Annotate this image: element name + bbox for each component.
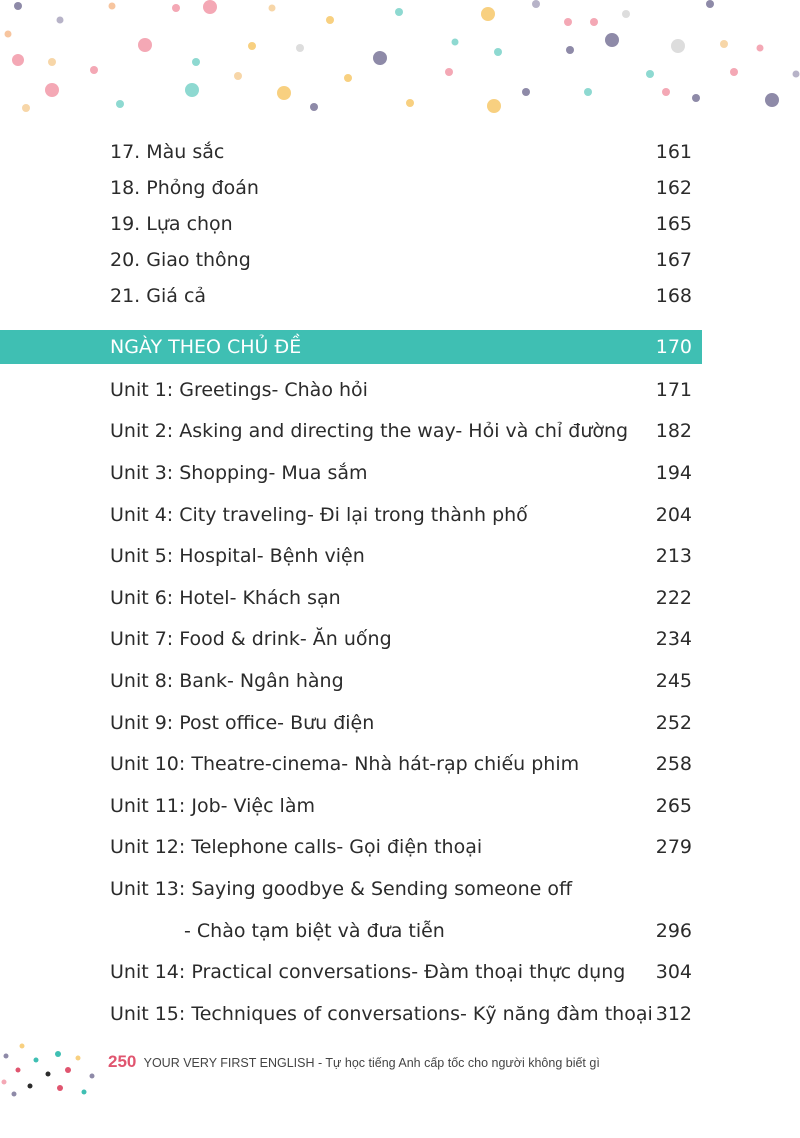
unit-row [110, 452, 692, 494]
unit-row [110, 660, 692, 702]
toc-row-title: 21. Giá cả [110, 285, 207, 307]
toc-row-title: 20. Giao thông [110, 249, 251, 271]
toc-row-page: 167 [655, 249, 692, 271]
toc-list-top [110, 134, 692, 314]
section-header-bar [0, 330, 702, 364]
unit-row [110, 827, 692, 869]
unit-row [110, 702, 692, 744]
unit-list [110, 369, 692, 1035]
unit-title: Unit 14: Practical conversations- Đàm thoại thực dụng [110, 961, 626, 984]
confetti-decoration [0, 0, 800, 125]
toc-row [110, 170, 692, 206]
toc-row-page: 168 [655, 285, 692, 307]
unit-title: Unit 11: Job- Việc làm [110, 794, 315, 817]
unit-page: 252 [655, 711, 692, 734]
unit-title: Unit 2: Asking and directing the way- Hỏi và chỉ đường [110, 420, 629, 443]
toc-row [110, 134, 692, 170]
unit-title: Unit 13: Saying goodbye & Sending someone off [110, 877, 573, 900]
unit-page: 171 [655, 378, 692, 401]
unit-page: 222 [655, 586, 692, 609]
section-page: 170 [655, 336, 692, 358]
toc-row-title: 19. Lựa chọn [110, 213, 233, 235]
unit-row [110, 951, 692, 993]
unit-title: Unit 3: Shopping- Mua sắm [110, 461, 368, 484]
unit-page: 304 [655, 961, 692, 984]
page-footer [108, 1052, 600, 1072]
unit-title: Unit 12: Telephone calls- Gọi điện thoại [110, 836, 483, 859]
unit-row [110, 619, 692, 661]
unit-title: - Chào tạm biệt và đưa tiễn [184, 919, 445, 942]
unit-row [110, 993, 692, 1035]
unit-row-continuation [110, 910, 692, 952]
toc-row [110, 242, 692, 278]
unit-page: 234 [655, 628, 692, 651]
unit-page: 279 [655, 836, 692, 859]
unit-title: Unit 1: Greetings- Chào hỏi [110, 378, 368, 401]
unit-title: Unit 15: Techniques of conversations- Kỹ năng đàm thoại [110, 1002, 653, 1025]
unit-row [110, 743, 692, 785]
toc-row-page: 161 [655, 141, 692, 163]
unit-row [110, 411, 692, 453]
unit-title: Unit 9: Post office- Bưu điện [110, 711, 375, 734]
unit-page: 213 [655, 545, 692, 568]
unit-title: Unit 5: Hospital- Bệnh viện [110, 545, 365, 568]
unit-title: Unit 8: Bank- Ngân hàng [110, 669, 344, 692]
toc-row-page: 162 [655, 177, 692, 199]
unit-row [110, 868, 692, 910]
unit-title: Unit 4: City traveling- Đi lại trong thành phố [110, 503, 528, 526]
unit-page: 182 [655, 420, 692, 443]
unit-page: 312 [655, 1002, 692, 1025]
unit-title: Unit 10: Theatre-cinema- Nhà hát-rạp chiếu phim [110, 753, 580, 776]
unit-row [110, 785, 692, 827]
unit-page: 194 [655, 461, 692, 484]
unit-page: 204 [655, 503, 692, 526]
section-title: NGÀY THEO CHỦ ĐỀ [110, 336, 302, 358]
unit-title: Unit 6: Hotel- Khách sạn [110, 586, 341, 609]
toc-row [110, 278, 692, 314]
toc-row-title: 18. Phỏng đoán [110, 177, 259, 199]
unit-title: Unit 7: Food & drink- Ăn uống [110, 628, 392, 651]
toc-row-title: 17. Màu sắc [110, 141, 225, 163]
unit-page: 265 [655, 794, 692, 817]
unit-row [110, 535, 692, 577]
toc-row-page: 165 [655, 213, 692, 235]
unit-row [110, 369, 692, 411]
unit-row [110, 494, 692, 536]
unit-page: 296 [655, 919, 692, 942]
unit-page: 245 [655, 669, 692, 692]
footer-confetti-decoration [0, 1030, 110, 1110]
unit-page: 258 [655, 753, 692, 776]
footer-book-title: YOUR VERY FIRST ENGLISH - Tự học tiếng Anh cấp tốc cho người không biết gì [143, 1056, 600, 1070]
unit-row [110, 577, 692, 619]
toc-row [110, 206, 692, 242]
footer-page-number: 250 [108, 1052, 137, 1071]
